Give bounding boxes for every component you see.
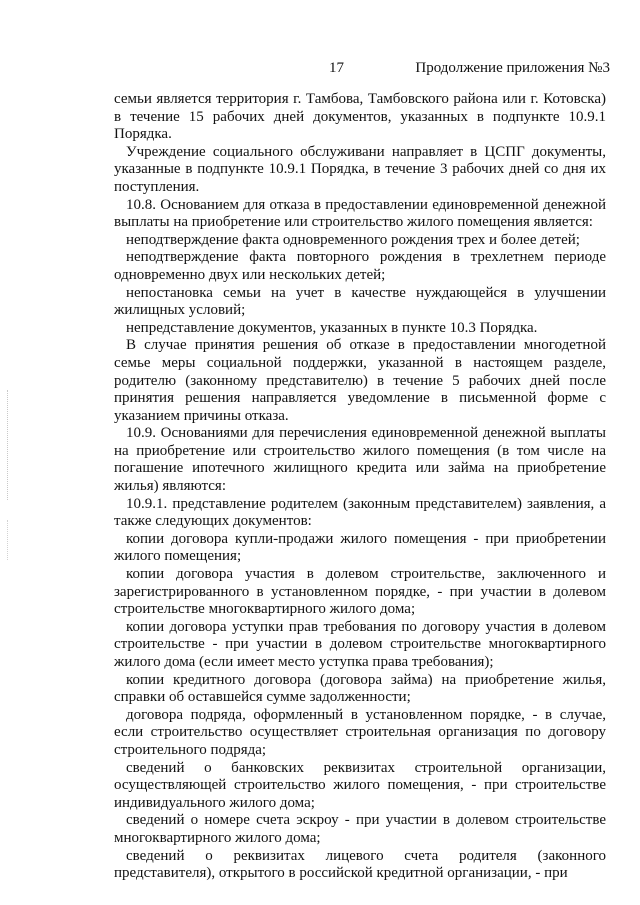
body-paragraph: семьи является территория г. Тамбова, Тамбовского района или г. Котовска) в течение 15 рабочих дней документов, указанных в подпункте 10.9.1 Порядка. <box>114 91 606 143</box>
body-paragraph: копии договора купли-продажи жилого помещения - при приобретении жилого помещения; <box>114 530 606 565</box>
body-paragraph: договора подряда, оформленный в установленном порядке, - в случае, если строительство осуществляет строительная организация по договору строительного подряда; <box>114 706 606 758</box>
body-paragraph: сведений о номере счета эскроу - при участии в долевом строительстве многоквартирного жилого дома; <box>114 812 606 846</box>
body-paragraph: неподтверждение факта повторного рождения в трехлетнем периоде одновременно двух или нескольких детей; <box>114 249 606 283</box>
scan-margin-mark <box>7 390 9 500</box>
body-paragraph: Учреждение социального обслуживани направляет в ЦСПГ документы, указанные в подпункте 10.9.1 Порядка, в течение 3 рабочих дней со дня их поступления. <box>114 143 606 195</box>
body-paragraph: неподтверждение факта одновременного рождения трех и более детей; <box>126 231 580 248</box>
body-paragraph: В случае принятия решения об отказе в предоставлении многодетной семье меры социальной поддержки, указанной в настоящем разделе, родителю (законному представителю) в течение 5 рабочих дней после принятия решения направляется уведомление в письменной форме с указанием причины отказа. <box>114 337 606 424</box>
body-paragraph: копии договора участия в долевом строительстве, заключенного и зарегистрированного в установленном порядке, - при участии в долевом строительстве многоквартирного жилого дома; <box>114 566 606 618</box>
body-paragraph: копии договора уступки прав требования по договору участия в долевом строительстве - при участии в долевом строительстве многоквартирного жилого дома (если имеет место уступка права требования); <box>114 618 606 670</box>
scan-margin-mark <box>7 520 9 560</box>
body-paragraph: 10.8. Основанием для отказа в предоставлении единовременной денежной выплаты на приобретение или строительство жилого помещения является: <box>114 196 606 231</box>
document-body <box>114 91 606 883</box>
body-paragraph: 10.9. Основаниями для перечисления единовременной денежной выплаты на приобретение или строительство жилого помещения (в том числе на погашение ипотечного жилищного кредита или займа на приобретение жилья) являются: <box>114 425 606 495</box>
body-paragraph: сведений о реквизитах лицевого счета родителя (законного представителя), открытого в российской кредитной организации, - при <box>114 847 606 882</box>
body-paragraph: непредставление документов, указанных в пункте 10.3 Порядка. <box>126 319 538 336</box>
body-paragraph: копии кредитного договора (договора займа) на приобретение жилья, справки об оставшейся сумме задолженности; <box>114 671 606 706</box>
body-paragraph: непостановка семьи на учет в качестве нуждающейся в улучшении жилищных условий; <box>114 284 606 319</box>
body-paragraph: 10.9.1. представление родителем (законным представителем) заявления, а также следующих документов: <box>114 495 606 530</box>
page-number: 17 <box>329 60 344 76</box>
body-paragraph: сведений о банковских реквизитах строительной организации, осуществляющей строительство жилого помещения, - при строительстве индивидуального жилого дома; <box>114 759 606 811</box>
appendix-continuation-header: Продолжение приложения №3 <box>415 60 610 76</box>
